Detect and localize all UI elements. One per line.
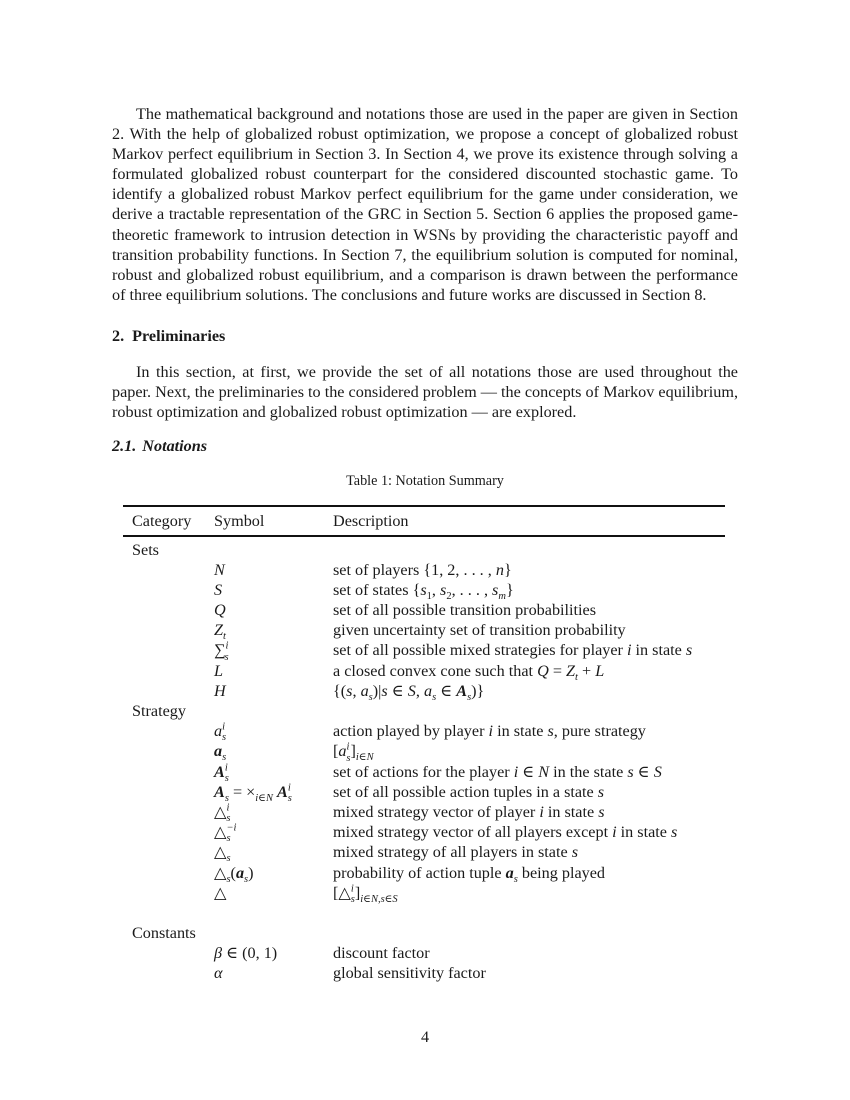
group-row-sets — [123, 540, 725, 560]
symbol-cell: △$^i_s$ — [214, 802, 231, 825]
table-row — [123, 661, 725, 681]
table-row — [123, 741, 725, 764]
subsection-number: 2.1. — [112, 437, 137, 455]
description-cell: set of states {$s_1$, $s_2$, . . . , $s_m$} — [333, 580, 514, 603]
table-row — [123, 762, 725, 782]
symbol-cell: ∑$^i_s$ — [214, 641, 229, 663]
table-caption: Table 1: Notation Summary — [346, 473, 504, 489]
header-symbol: Symbol — [214, 512, 265, 530]
table-row — [123, 842, 725, 865]
category-label: Strategy — [132, 702, 186, 720]
table-row — [123, 782, 725, 802]
table-row — [123, 600, 725, 620]
symbol-cell: β ∈ (0, 1) — [214, 944, 278, 963]
section-paragraph: In this section, at first, we provide the set of all notations those are used throughout the paper. Next, the preliminaries to the considered problem — the concepts of Markov equilibrium, robust optimization and globalized robust optimization — are explored. — [112, 363, 738, 422]
description-cell: set of all possible mixed strategies for player i in state s — [333, 641, 693, 660]
group-spacer — [123, 903, 725, 923]
description-cell: discount factor — [333, 944, 430, 963]
description-cell: probability of action tuple $a_s$ being played — [333, 863, 606, 885]
table-row — [123, 721, 725, 744]
symbol-cell: $a^i_s$ — [214, 721, 227, 744]
description-cell: $[a^i_s]_{i\in N}$ — [333, 741, 374, 764]
symbol-cell: Q — [214, 601, 226, 620]
table-row — [123, 883, 725, 903]
category-label: Sets — [132, 540, 159, 559]
symbol-cell: N — [214, 560, 225, 579]
intro-paragraph: The mathematical background and notations those are used in the paper are given in Section 2. With the help of globalized robust optimization, we propose a concept of globalized robust Markov perfect equilibrium in Section 3. In Section 4, we prove its existence through solving a formulated globalized robust counterpart for the considered discounted stochastic game. To identify a globalized robust Markov perfect equilibrium for the game under consideration, we derive a tractable representation of the GRC in Section 5. Section 6 applies the proposed game-theoretic framework to intrusion detection in WSNs by providing the characteristic payoff and transition probability functions. In Section 7, the equilibrium solution is computed for nominal, robust and globalized robust equilibrium, and a comparison is drawn between the performance of three equilibrium solutions. The conclusions and future works are discussed in Section 8. — [112, 105, 738, 304]
symbol-cell: $\triangle_s$ — [214, 843, 231, 865]
subsection-title: Notations — [142, 437, 208, 455]
description-cell: mixed strategy vector of player i in state s — [333, 802, 605, 821]
group-row-constants — [123, 923, 725, 943]
description-cell: $[\triangle^i_s]_{i\in N,s\in S}$ — [333, 883, 398, 905]
table-row — [123, 640, 725, 663]
table-row — [123, 681, 725, 704]
symbol-cell: S — [214, 580, 223, 599]
table-header-rule — [123, 535, 725, 537]
page-number: 4 — [420, 1028, 430, 1046]
description-cell: mixed strategy of all players in state s — [333, 843, 579, 862]
symbol-cell: H — [214, 681, 226, 700]
symbol-cell: $a_s$ — [214, 742, 227, 764]
table-row — [123, 863, 725, 883]
symbol-cell: L — [214, 661, 224, 680]
description-cell: global sensitivity factor — [333, 964, 486, 983]
header-category: Category — [132, 512, 192, 530]
description-cell: {(s, $a_s)|s$ ∈ S, $a_s$ ∈ $A_s$)} — [333, 681, 485, 704]
section-title: Preliminaries — [132, 327, 226, 345]
symbol-cell: $\triangle_s(a_s)$ — [214, 863, 254, 885]
table-row — [123, 802, 725, 825]
description-cell: mixed strategy vector of all players except i in state s — [333, 823, 678, 842]
symbol-cell: α — [214, 964, 223, 983]
symbol-cell: $A^i_s$ — [214, 762, 229, 784]
section-heading — [112, 327, 225, 346]
table-row — [123, 580, 725, 603]
description-cell: given uncertainty set of transition probability — [333, 621, 626, 640]
table-row — [123, 822, 725, 845]
table-row — [123, 560, 725, 580]
table-header-row — [123, 507, 725, 535]
section-number: 2. — [112, 327, 125, 345]
description-cell: set of players {1, 2, . . . , n} — [333, 560, 512, 579]
description-cell: a closed convex cone such that $Q = Z_t + L$ — [333, 661, 605, 683]
table-row — [123, 943, 725, 963]
header-description: Description — [333, 512, 409, 530]
description-cell: set of actions for the player i ∈ N in the state s ∈ S — [333, 762, 662, 781]
subsection-heading — [112, 437, 207, 456]
group-row-strategy — [123, 701, 725, 721]
description-cell: set of all possible transition probabilities — [333, 601, 597, 620]
symbol-cell: △ — [214, 883, 227, 902]
notation-table — [123, 505, 725, 983]
table-row — [123, 963, 725, 983]
symbol-cell: $A_s = \times_{i\in N}$ $A^i_s$ — [214, 782, 292, 804]
description-cell: set of all possible action tuples in a state s — [333, 782, 605, 801]
description-cell: action played by player i in state s, pure strategy — [333, 722, 646, 741]
table-row — [123, 620, 725, 643]
symbol-cell: $Z_t$ — [214, 621, 226, 643]
category-label: Constants — [132, 923, 196, 942]
symbol-cell: △$^{-i}_s$ — [214, 822, 237, 845]
